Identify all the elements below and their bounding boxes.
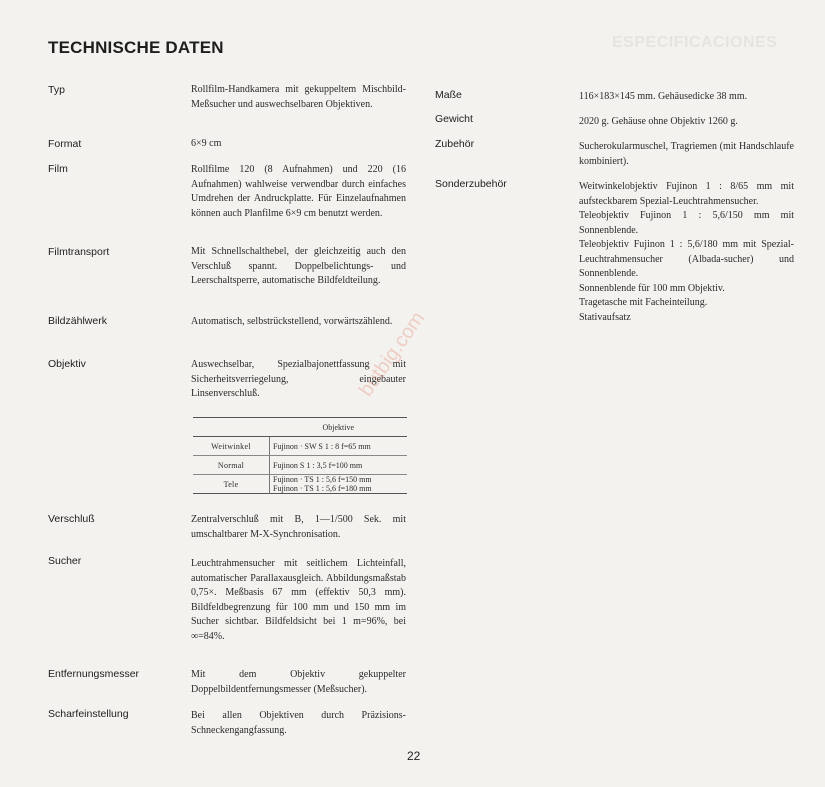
spec-value-zubehoer: Sucherokularmuschel, Tragriemen (mit Handschlaufe kombiniert). [579,141,794,167]
list-item: Tragetasche mit Facheinteilung. [579,297,708,308]
objective-row-lens: Fujinon · SW S 1 : 8 f=65 mm [270,437,408,456]
spec-label-objektiv: Objektiv [48,358,86,370]
spec-label-bildzaehlwerk: Bildzählwerk [48,315,107,327]
spec-label-scharfeinstellung: Scharfeinstellung [48,708,129,720]
objective-table-header: Objektive [270,418,408,437]
spec-value-typ: Rollfilm-Handkamera mit gekuppeltem Mischbild-Meßsucher und auswechselbaren Objektiven. [191,84,406,110]
list-item: Weitwinkelobjektiv Fujinon 1 : 8/65 mm mit aufsteckbarem Spezial-Leuchtrahmensucher. [579,181,794,207]
spec-label-sonderzubehoer: Sonderzubehör [435,178,507,190]
objective-table [193,417,407,494]
spec-label-sucher: Sucher [48,555,82,567]
list-item: Sonnenblende für 100 mm Objektiv. [579,282,725,294]
objective-row-name: Normal [193,456,270,475]
table-row [193,475,407,494]
spec-value-scharfeinstellung: Bei allen Objektiven durch Präzisions-Schneckengangfassung. [191,710,406,736]
page-title: TECHNISCHE DATEN [48,38,224,57]
spec-value-masse: 116×183×145 mm. Gehäusedicke 38 mm. [579,91,748,102]
spec-value-objektiv: Auswechselbar, Spezialbajonettfassung mit Sicherheitsverriegelung, eingebauter Linsenverschluß. [191,359,406,399]
page-number: 22 [407,749,421,763]
spec-label-gewicht: Gewicht [435,113,473,125]
list-item: Teleobjektiv Fujinon 1 : 5,6/150 mm mit Sonnenblende. [579,210,794,236]
spec-label-entfernungsmesser: Entfernungsmesser [48,668,140,680]
spec-value-entfernungsmesser: Mit dem Objektiv gekuppelter Doppelbildentfernungsmesser (Meßsucher). [191,669,406,695]
objective-lens-line: Fujinon · TS 1 : 5,6 f=150 mm [273,475,372,484]
objective-row-lens [270,475,408,494]
spec-value-film: Rollfilme 120 (8 Aufnahmen) und 220 (16 Aufnahmen) wahlweise verwendbar durch einfaches Umdrehen der Andruckplatte. Für Einzelaufnahmen können auch Planfilme 6×9 cm benutzt werden. [191,164,406,219]
spec-value-gewicht: 2020 g. Gehäuse ohne Objektiv 1260 g. [579,116,738,127]
spec-value-filmtransport: Mit Schnellschalthebel, der gleichzeitig auch den Verschluß spannt. Doppelbelichtungs- und Leerschaltsperre, automatische Bildfeldteilung. [191,246,406,286]
spec-value-verschluss: Zentralverschluß mit B, 1—1/500 Sek. mit umschaltbarer M-X-Synchronisation. [191,514,406,540]
table-row [193,437,407,456]
spec-label-film: Film [48,163,68,175]
objective-row-name: Tele [223,479,239,489]
watermark-text: butbig.com [355,307,430,401]
objective-lens-line: Fujinon · TS 1 : 5,6 f=180 mm [273,484,372,493]
spec-label-typ: Typ [48,84,65,96]
objective-row-name: Weitwinkel [193,437,270,456]
list-item: Stativaufsatz [579,311,631,323]
spec-label-filmtransport: Filmtransport [48,246,110,258]
spec-value-sucher: Leuchtrahmensucher mit seitlichem Lichteinfall, automatischer Parallaxausgleich. Abbildungsmaßstab 0,75×. Meßbasis 67 mm (effektiv 50,3 mm). Bildfeldbegrenzung für 100 mm und 150 mm im Sucher sichtbar. Bildfeldsicht bei 1 m=96%, bei ∞=84%. [191,558,406,642]
spec-label-masse: Maße [435,89,462,101]
spec-value-bildzaehlwerk: Automatisch, selbstrückstellend, vorwärtszählend. [191,316,393,327]
objective-table-corner [193,418,270,437]
objective-row-lens: Fujinon S 1 : 3,5 f=100 mm [270,456,408,475]
table-row [193,456,407,475]
spec-label-zubehoer: Zubehör [435,138,475,150]
spec-value-format: 6×9 cm [191,138,222,149]
list-item: Teleobjektiv Fujinon 1 : 5,6/180 mm mit Spezial-Leuchtrahmensucher (Albada-sucher) und Sonnenblende. [579,239,794,279]
spec-label-verschluss: Verschluß [48,513,95,525]
spec-label-format: Format [48,138,82,150]
ghost-heading: ESPECIFICACIONES [612,34,778,51]
accessory-list [579,180,794,325]
